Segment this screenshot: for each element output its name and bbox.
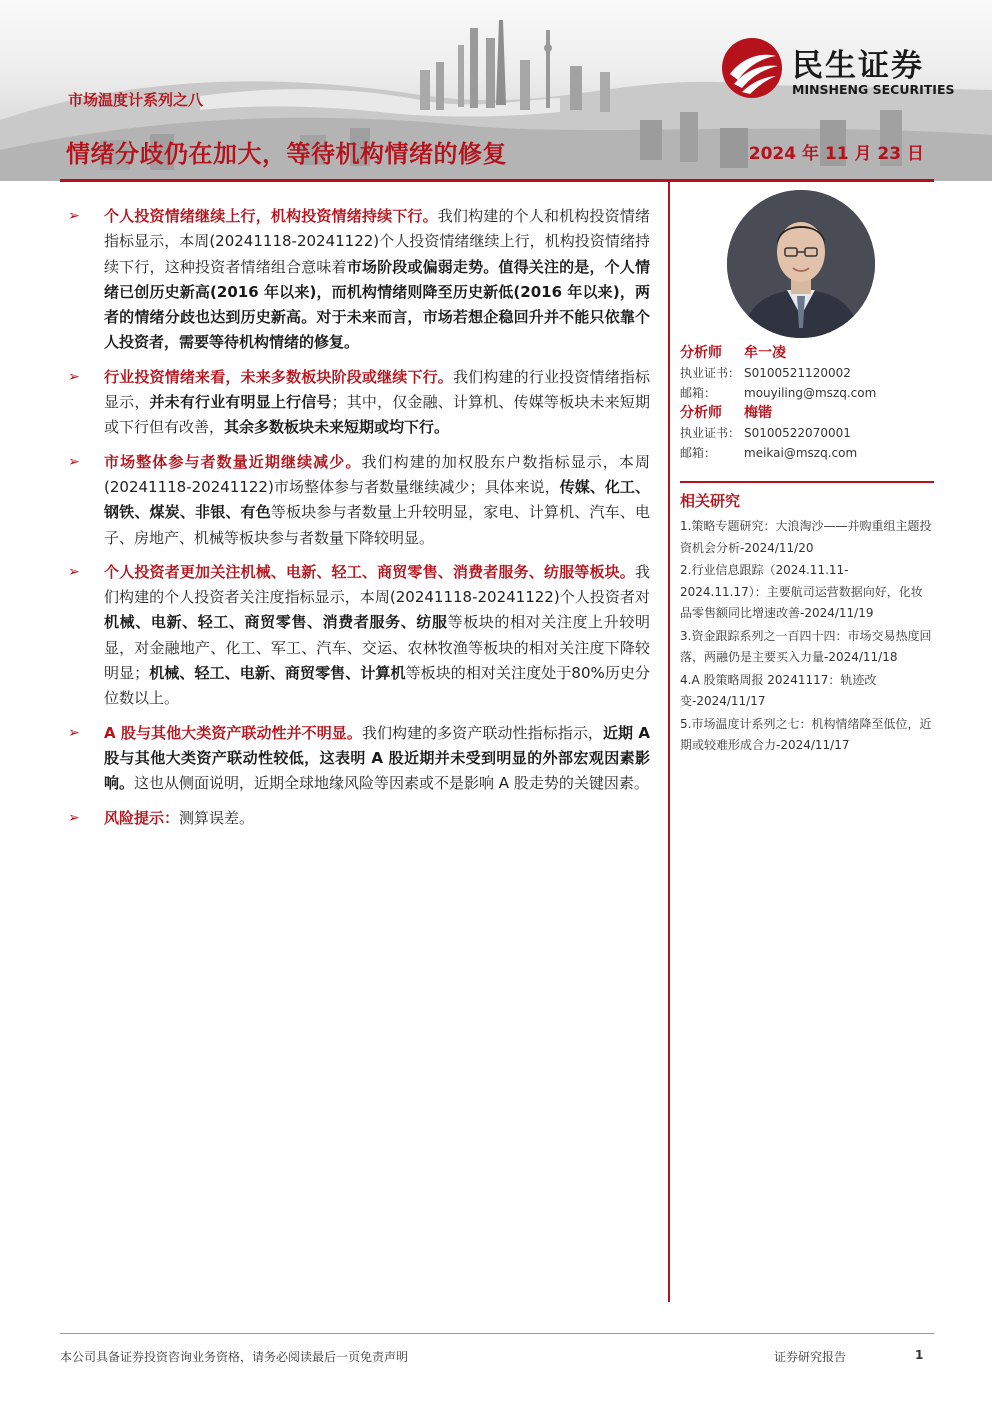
bullet-text: ；其中，仅金融、计算机、传媒等板块未来短期或下行但有改善， [104, 393, 650, 437]
bullet-text: 市场阶段或偏弱走势。值得关注的是，个人情绪已创历史新高(2016 年以来)，而机构情绪则降至历史新低(2016 年以来)，两者的情绪分歧也达到历史新高。对于未来而言，市场若想企稳回升并不能只依靠个人投资者，需要等待机构情绪的修复。 [104, 257, 650, 352]
related-research-list [680, 516, 934, 758]
related-research-item[interactable]: 3.资金跟踪系列之一百四十四：市场交易热度回落，两融仍是主要买入力量-2024/11/18 [680, 628, 932, 664]
email-label: 邮箱： [680, 386, 717, 400]
header-divider [60, 179, 934, 182]
summary-bullet [66, 560, 650, 712]
analyst-photo [727, 190, 875, 338]
bullet-text: 等板块的相对关注度上升较明显，对金融地产、化工、军工、汽车、交运、农林牧渔等板块的相对关注度下降较明显； [104, 613, 650, 683]
cert-number: S0100522070001 [744, 426, 851, 440]
bullet-text: 我们构建的个人投资者关注度指标显示，本周(20241118-20241122)个人投资者对 [104, 562, 650, 607]
analyst-name: 梅锴 [744, 405, 772, 421]
bullet-heading: 行业投资情绪来看，未来多数板块阶段或继续下行。 [104, 367, 453, 386]
bullet-arrow-icon: ➢ [68, 453, 80, 470]
cert-number: S0100521120002 [744, 366, 851, 380]
analyst-role: 分析师 [680, 345, 722, 361]
bullet-text: 测算误差。 [179, 808, 255, 827]
logo-english-name: MINSHENG SECURITIES [792, 82, 955, 97]
related-research-item[interactable]: 5.市场温度计系列之七：机构情绪降至低位，近期或较难形成合力-2024/11/17 [680, 716, 932, 752]
bullet-heading: 个人投资者更加关注机械、电新、轻工、商贸零售、消费者服务、纺服等板块。 [104, 562, 635, 581]
minsheng-logo-icon [720, 36, 784, 100]
analyst-email[interactable]: mouyiling@mszq.com [744, 386, 877, 400]
bullet-arrow-icon: ➢ [68, 368, 80, 385]
analyst-email[interactable]: meikai@mszq.com [744, 446, 858, 460]
company-logo [720, 36, 970, 106]
summary-column [66, 204, 650, 840]
related-research-item[interactable]: 4.A 股策略周报 20241117：轨迹改变-2024/11/17 [680, 672, 877, 708]
page-number: 1 [915, 1348, 924, 1362]
summary-bullet [66, 721, 650, 797]
bullet-text: 等板块参与者数量上升较明显，家电、计算机、汽车、电子、房地产、机械等板块参与者数量下降较明显。 [104, 503, 650, 547]
bullet-text: 近期 A 股与其他大类资产联动性较低，这表明 A 股近期并未受到明显的外部宏观因素影响。 [104, 723, 650, 793]
bullet-heading: A 股与其他大类资产联动性并不明显。 [104, 723, 362, 742]
bullet-arrow-icon: ➢ [68, 563, 80, 580]
cert-label: 执业证书： [680, 426, 741, 440]
summary-bullet [66, 365, 650, 441]
footer-disclaimer: 本公司具备证券投资咨询业务资格，请务必阅读最后一页免责声明 [60, 1350, 409, 1364]
bullet-text: 机械、轻工、电新、商贸零售、计算机 [149, 664, 406, 683]
bullet-text: 传媒、化工、钢铁、煤炭、非银、有色 [104, 477, 650, 522]
bullet-arrow-icon: ➢ [68, 809, 80, 826]
bullet-text: 并未有行业有明显上行信号 [149, 393, 332, 412]
report-date: 2024 年 11 月 23 日 [748, 144, 924, 164]
summary-bullet [66, 204, 650, 356]
bullet-text: 这也从侧面说明，近期全球地缘风险等因素或不是影响 A 股走势的关键因素。 [134, 774, 649, 793]
bullet-heading: 个人投资情绪继续上行，机构投资情绪持续下行。 [104, 207, 438, 225]
bullet-text: 我们构建的加权股东户数指标显示，本周(20241118-20241122)市场整体参与者数量继续减少；具体来说， [104, 452, 650, 496]
cert-label: 执业证书： [680, 366, 741, 380]
footer-doc-type: 证券研究报告 [774, 1350, 847, 1364]
footer-divider [60, 1333, 934, 1334]
bullet-arrow-icon: ➢ [68, 208, 80, 224]
summary-bullet [66, 806, 650, 831]
bullet-text: 我们构建的多资产联动性指标指示， [361, 723, 603, 742]
related-research-item[interactable]: 2.行业信息跟踪（2024.11.11-2024.11.17）：主要航司运营数据向好，化妆品零售额同比增速改善-2024/11/19 [680, 563, 923, 620]
analyst-role: 分析师 [680, 405, 722, 421]
bullet-text: 其余多数板块未来短期或均下行。 [224, 418, 450, 437]
email-label: 邮箱： [680, 446, 717, 460]
bullet-heading: 风险提示： [104, 808, 180, 827]
related-divider [680, 481, 934, 483]
analyst-name: 牟一凌 [744, 345, 786, 361]
bullet-text: 我们构建的行业投资情绪指标显示， [104, 367, 650, 412]
summary-bullet [66, 450, 650, 551]
bullet-text: 机械、电新、轻工、商贸零售、消费者服务、纺服 [104, 613, 448, 632]
bullet-text: 等板块的相对关注度处于80%历史分位数以上。 [104, 664, 650, 708]
report-title: 情绪分歧仍在加大，等待机构情绪的修复 [66, 140, 507, 168]
series-label: 市场温度计系列之八 [68, 91, 204, 109]
related-research-item[interactable]: 1.策略专题研究：大浪淘沙——并购重组主题投资机会分析-2024/11/20 [680, 519, 932, 555]
analyst-portrait-image [727, 190, 875, 338]
related-research-title: 相关研究 [680, 492, 741, 510]
column-divider [668, 182, 670, 1302]
bullet-arrow-icon: ➢ [68, 724, 80, 741]
page-header [0, 0, 992, 181]
bullet-text: 我们构建的个人和机构投资情绪指标显示，本周(20241118-20241122)个人投资情绪继续上行，机构投资情绪持续下行，这种投资者情绪组合意味着 [104, 207, 650, 276]
bullet-heading: 市场整体参与者数量近期继续减少。 [104, 452, 362, 471]
logo-chinese-name: 民生证券 [792, 48, 924, 84]
